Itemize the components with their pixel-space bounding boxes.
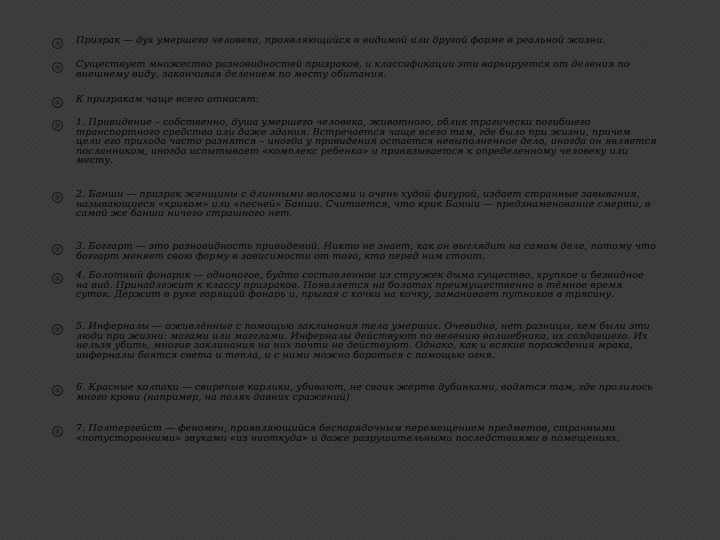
bullet-icon [52, 426, 63, 437]
item-text: 7. Полтергейст — феномен, проявляющийся беспорядочным перемещением предметов, странными «потусторонними» звуками «из ниоткуда» и даже разрушительными последствиями в помещениях. [76, 423, 621, 444]
bullet-icon [52, 385, 63, 396]
bullet-icon [52, 192, 63, 203]
item-text: 3. Боггарт — это разновидность привидений. Никто не знает, как он выглядит на самом деле, потому что боггарт меняет свою форму в зависимости от того, кто перед ним стоит. [76, 241, 657, 262]
item-text: К призракам чаще всего относят: [76, 94, 259, 105]
bullet-icon [52, 120, 63, 131]
bullet-icon [52, 324, 63, 335]
bullet-icon [52, 273, 63, 284]
item-text: 6. Красные колпаки — свирепые карлики, убивают, не своих жертв дубинками, водятся там, где пролилось много крови (например, на полях давних сражений) [76, 382, 653, 403]
item-text: 5. Инферналы — оживлённые с помощью заклинания тела умерших. Очевидно, нет разницы, кем были эти люди при жизни: магами или магглами. Инферналы действуют по велению волшебника, их создавшего. Их нельзя убить, многие заклинания на них почти не действуют. Однако, как и всякие порождения мрака, инферналы боятся света и тепла, и с ними можно бороться с помощью огня. [76, 321, 650, 361]
bullet-icon [52, 38, 63, 49]
bullet-icon [52, 244, 63, 255]
bullet-icon [52, 97, 63, 108]
item-text: 2. Банши — призрак женщины с длинными волосами и очень худой фигурой, издает странные завывания, называющиеся «криком» или «песней» Банши. Считается, что крик Банши — предзнаменование смерти, в самой же банши ничего страшного нет. [76, 189, 651, 219]
item-text: Призрак — дух умершего человека, проявляющийся в видимой или другой форме в реальной жизни. [76, 35, 606, 46]
item-text: 4. Болотный фонарик — одноногое, будто составленное из стружек дыма существо, хрупкое и безвидное на вид. Принадлежит к классу призраков. Появляется на болотах преимущественно в тёмное время суток. Держит в руке горящий фонарь и, прыгая с кочки на кочку, заманивает путников в трясину. [76, 270, 644, 300]
bullet-icon [52, 62, 63, 73]
item-text: 1. Привидение – собственно, душа умершего человека, животного, облик трагически погибшего транспортного средства или даже здания. Встречается чаще всего там, где было при жизни, причем цели его прихода часто разнятся – иногда у привидения остается невыполненное дело, иногда он является посланником, иногда испытывает «комплекс ребенка» и привязывается к определенному человеку или месту. [76, 117, 657, 166]
item-text: Существует множество разновидностей призраков, и классификации эти варьируется от деления по внешнему виду, заканчивая делением по месту обитания. [76, 59, 630, 80]
